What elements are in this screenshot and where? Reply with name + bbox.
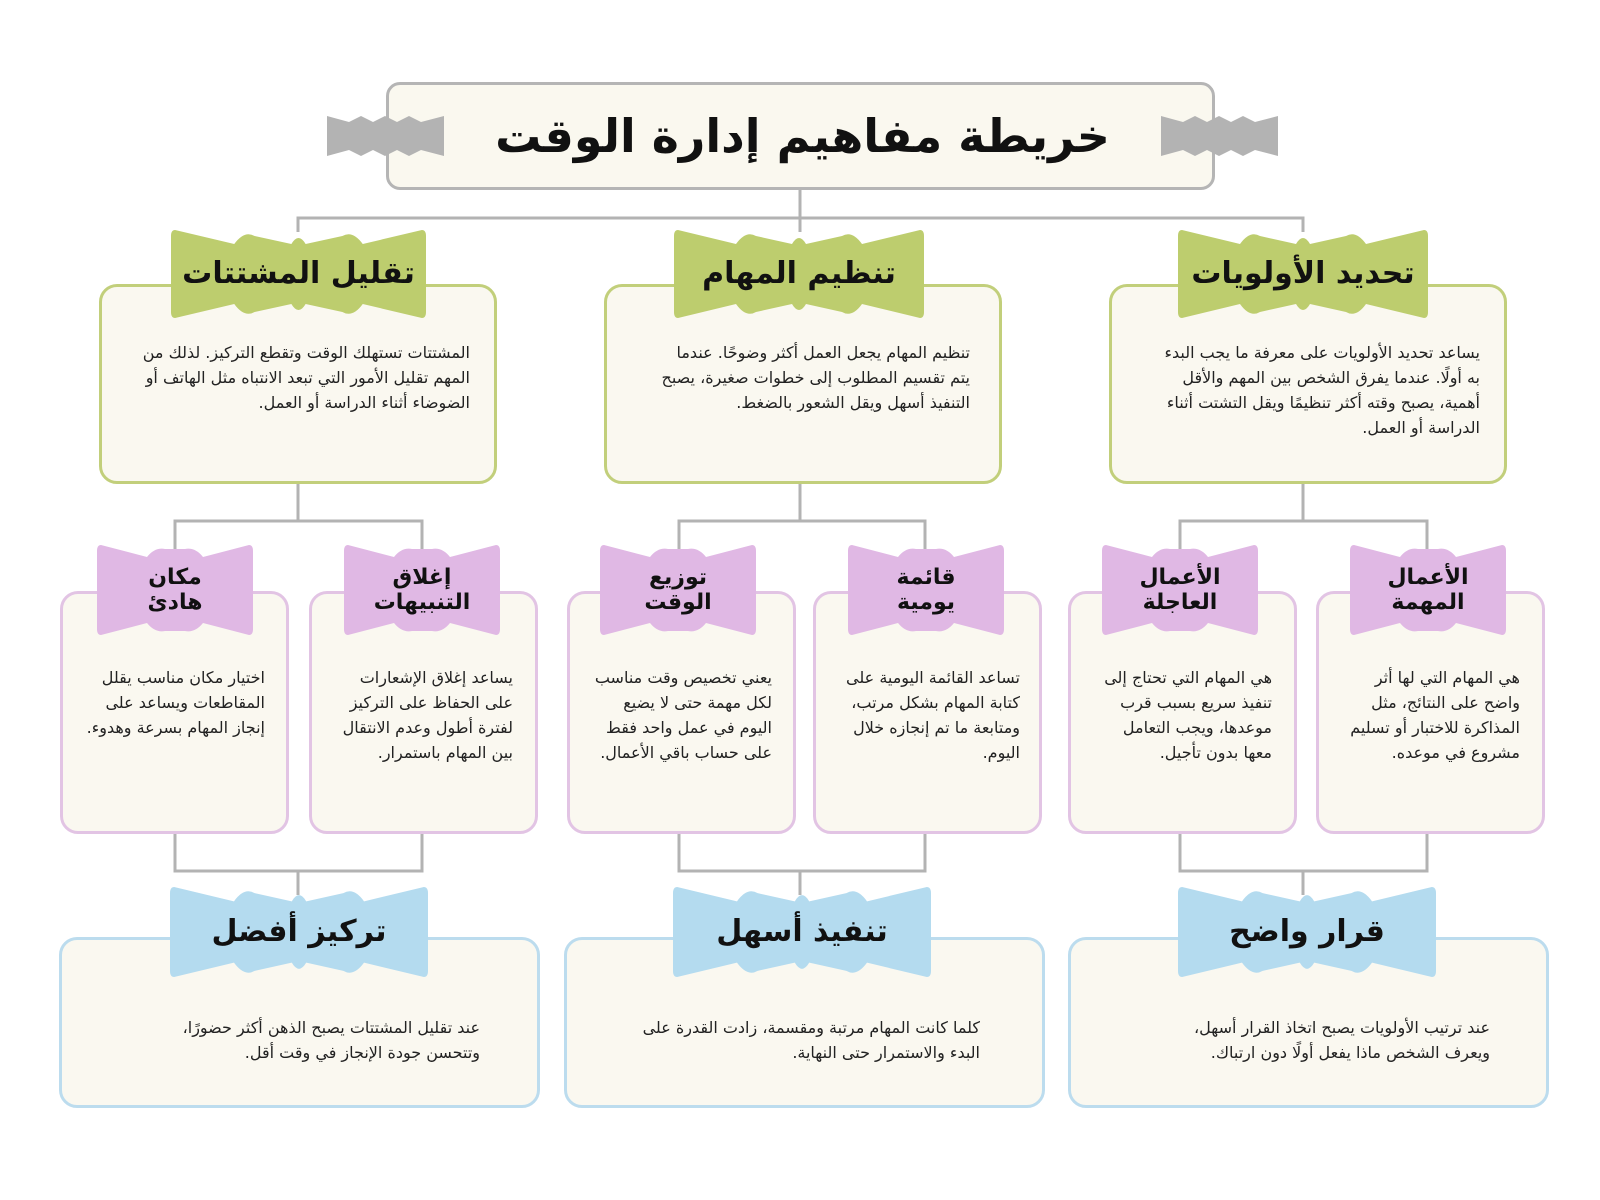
- heading-line: الأعمال: [1139, 564, 1221, 590]
- heading-ribbon-better-focus: [170, 887, 428, 977]
- heading-line: إغلاق: [392, 564, 452, 590]
- heading-easier-execution: تنفيذ أسهل: [716, 913, 888, 949]
- heading-line: يومية: [897, 590, 955, 615]
- text-quiet-place: اختيار مكان مناسب يقلل المقاطعات ويساعد على إنجاز المهام بسرعة وهدوء.: [86, 668, 265, 737]
- text-clear-decision: عند ترتيب الأولويات يصبح اتخاذ القرار أسهل، ويعرف الشخص ماذا يفعل أولًا دون ارتباك.: [1193, 1018, 1490, 1062]
- text-urgent-tasks: هي المهام التي تحتاج إلى تنفيذ سريع بسبب قرب موعدها، ويجب التعامل معها بدون تأجيل.: [1104, 668, 1272, 762]
- heading-ribbon-close-notifications: [344, 545, 500, 635]
- ribbon-decoration-icon: [327, 116, 444, 156]
- text-close-notifications: يساعد إغلاق الإشعارات على الحفاظ على التركيز لفترة أطول وعدم الانتقال بين المهام باستمرار.: [342, 668, 513, 762]
- heading-important-tasks: [1350, 545, 1506, 635]
- heading-line: توزيع: [649, 564, 708, 590]
- heading-ribbon-important-tasks: [1350, 545, 1506, 635]
- title-ribbon-right: [1161, 116, 1278, 156]
- heading-close-notifications: [344, 545, 500, 635]
- text-reduce-distractions: المشتتات تستهلك الوقت وتقطع التركيز. لذلك من المهم تقليل الأمور التي تبعد الانتباه مثل الهاتف أو الضوضاء أثناء الدراسة أو العمل.: [142, 343, 470, 412]
- heading-organize-tasks: تنظيم المهام: [702, 255, 896, 291]
- text-better-focus: عند تقليل المشتتات يصبح الذهن أكثر حضورًا، وتتحسن جودة الإنجاز في وقت أقل.: [182, 1018, 480, 1062]
- heading-daily-list: [848, 545, 1004, 635]
- heading-urgent-tasks: [1102, 545, 1258, 635]
- heading-clear-decision: قرار واضح: [1229, 913, 1385, 949]
- page-title: خريطة مفاهيم إدارة الوقت: [495, 109, 1110, 163]
- heading-ribbon-clear-decision: [1178, 887, 1436, 977]
- heading-ribbon-organize-tasks: [674, 230, 924, 318]
- heading-quiet-place: [97, 545, 253, 635]
- heading-line: مكان: [148, 564, 202, 590]
- heading-priorities: تحديد الأولويات: [1191, 255, 1415, 291]
- text-easier-execution: كلما كانت المهام مرتبة ومقسمة، زادت القدرة على البدء والاستمرار حتى النهاية.: [642, 1018, 980, 1062]
- heading-ribbon-easier-execution: [673, 887, 931, 977]
- heading-line: العاجلة: [1142, 590, 1218, 615]
- text-daily-list: تساعد القائمة اليومية على كتابة المهام بشكل مرتب، ومتابعة ما تم إنجازه خلال اليوم.: [846, 668, 1020, 762]
- title-ribbon-left: [327, 116, 444, 156]
- heading-line: الوقت: [644, 590, 712, 615]
- heading-ribbon-quiet-place: [97, 545, 253, 635]
- heading-line: قائمة: [896, 564, 956, 590]
- text-time-allocation: يعني تخصيص وقت مناسب لكل مهمة حتى لا يضيع اليوم في عمل واحد فقط على حساب باقي الأعمال.: [594, 668, 772, 762]
- heading-better-focus: تركيز أفضل: [211, 913, 387, 949]
- heading-ribbon-daily-list: [848, 545, 1004, 635]
- text-priorities: يساعد تحديد الأولويات على معرفة ما يجب البدء به أولًا. عندما يفرق الشخص بين المهم والأقل أهمية، يصبح وقته أكثر تنظيمًا ويقل التشتت أثناء الدراسة أو العمل.: [1164, 343, 1480, 437]
- heading-reduce-distractions: تقليل المشتتات: [182, 255, 415, 291]
- heading-line: التنبيهات: [373, 590, 471, 615]
- ribbon-decoration-icon: [1161, 116, 1278, 156]
- text-organize-tasks: تنظيم المهام يجعل العمل أكثر وضوحًا. عندما يتم تقسيم المطلوب إلى خطوات صغيرة، يصبح التنفيذ أسهل ويقل الشعور بالضغط.: [661, 343, 970, 412]
- heading-ribbon-priorities: [1178, 230, 1428, 318]
- heading-ribbon-time-allocation: [600, 545, 756, 635]
- heading-ribbon-urgent-tasks: [1102, 545, 1258, 635]
- heading-time-allocation: [600, 545, 756, 635]
- heading-line: الأعمال: [1387, 564, 1469, 590]
- text-important-tasks: هي المهام التي لها أثر واضح على النتائج، مثل المذاكرة للاختبار أو تسليم مشروع في موعده.: [1350, 668, 1520, 762]
- heading-ribbon-reduce-distractions: [171, 230, 426, 318]
- heading-line: المهمة: [1391, 590, 1465, 615]
- heading-line: هادئ: [147, 590, 203, 615]
